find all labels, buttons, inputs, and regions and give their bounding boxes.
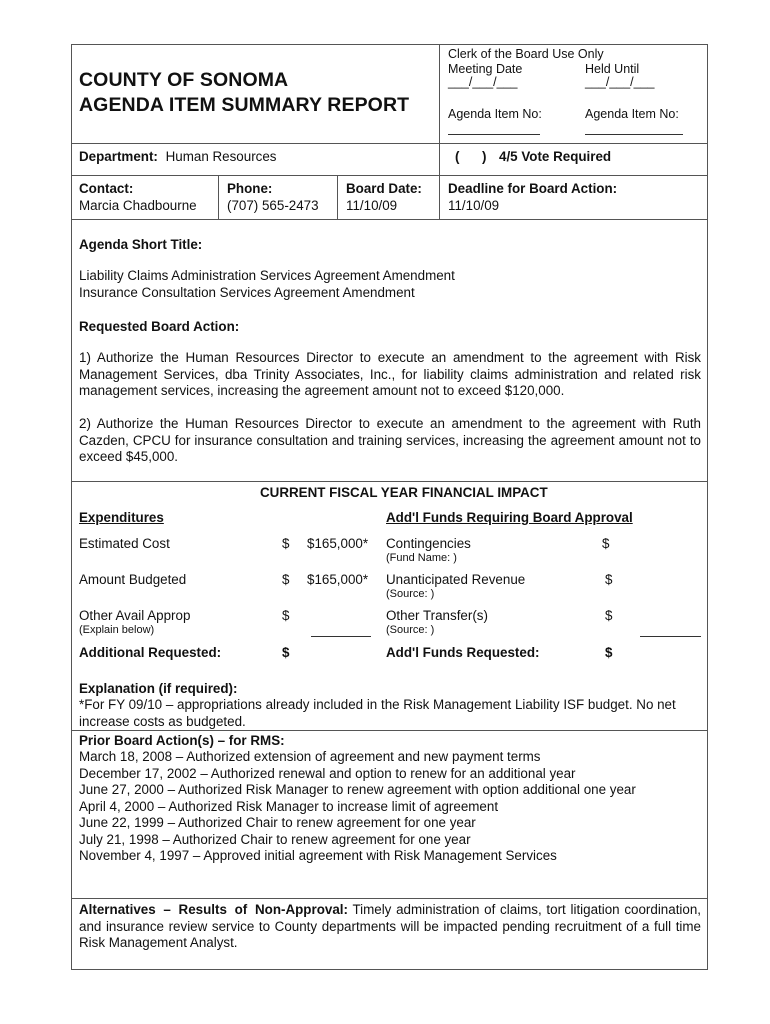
addl-funds-heading: Add'l Funds Requiring Board Approval <box>386 510 633 525</box>
source-note: (Source: ) <box>386 624 435 636</box>
agenda-short-title-label: Agenda Short Title: <box>79 237 203 252</box>
unanticipated-revenue-dollar: $ <box>605 572 613 587</box>
agenda-item-no-field[interactable] <box>585 134 683 135</box>
meeting-date-label: Meeting Date <box>448 62 523 76</box>
phone-value: (707) 565-2473 <box>227 198 319 213</box>
prior-action-item: July 21, 1998 – Authorized Chair to renew agreement for one year <box>79 831 471 847</box>
prior-action-item: June 27, 2000 – Authorized Risk Manager to renew agreement with option additional one year <box>79 782 636 797</box>
contact-label: Contact: <box>79 181 134 196</box>
estimated-cost-dollar: $ <box>282 536 290 551</box>
contingencies-label: Contingencies <box>386 536 471 551</box>
fund-name-note: (Fund Name: ) <box>386 552 457 564</box>
addl-funds-requested-dollar: $ <box>605 645 613 660</box>
prior-action-item: December 17, 2002 – Authorized renewal and option to renew for an additional year <box>79 765 576 781</box>
rule-alternatives <box>71 898 708 899</box>
vote-paren-open[interactable]: ( <box>455 149 460 164</box>
meeting-date-field[interactable]: ___/___/___ <box>448 75 518 89</box>
rule-header <box>71 143 708 144</box>
department-row <box>79 149 277 164</box>
requested-action-item: 2) Authorize the Human Resources Director to execute an amendment to the agreement with Ruth Cazden, CPCU for insurance consultation and training services, increasing the agreement amount not to exceed $45,000. <box>79 416 701 464</box>
department-value: Human Resources <box>165 149 277 164</box>
held-until-field[interactable]: ___/___/___ <box>585 75 655 89</box>
deadline-label: Deadline for Board Action: <box>448 181 618 196</box>
agenda-short-title-line: Insurance Consultation Services Agreement Amendment <box>79 285 415 300</box>
other-transfers-label: Other Transfer(s) <box>386 608 488 623</box>
alternatives-text: Timely administration of claims, tort litigation coordination, and insurance review service to County departments will be impacted pending recruitment of a full time Risk Management Analyst. <box>79 902 702 950</box>
other-avail-approp-label: Other Avail Approp <box>79 608 191 623</box>
rule-contact <box>71 219 708 220</box>
board-date-value: 11/10/09 <box>346 198 398 213</box>
phone-label: Phone: <box>227 181 273 196</box>
deadline-value: 11/10/09 <box>448 198 500 213</box>
requested-action-label: Requested Board Action: <box>79 319 240 334</box>
other-transfers-dollar: $ <box>605 608 613 623</box>
board-date-divider <box>337 175 338 219</box>
rule-prior <box>71 730 708 731</box>
requested-action-item: 1) Authorize the Human Resources Director to execute an amendment to the agreement with Risk Management Services, dba Trinity Associates, Inc., for liability claims administration and related risk management services, increasing the agreement amount not to exceed $120,000. <box>79 350 701 398</box>
rule-financial <box>71 481 708 482</box>
agenda-item-no-label: Agenda Item No: <box>585 107 679 121</box>
agenda-item-no-label: Agenda Item No: <box>448 107 542 121</box>
financial-impact-heading: CURRENT FISCAL YEAR FINANCIAL IMPACT <box>260 485 548 500</box>
amount-budgeted-dollar: $ <box>282 572 290 587</box>
prior-action-item: March 18, 2008 – Authorized extension of agreement and new payment terms <box>79 749 541 764</box>
other-avail-approp-field[interactable] <box>311 636 371 637</box>
estimated-cost-value: $165,000* <box>307 536 369 551</box>
alternatives-label: Alternatives – Results of Non-Approval: <box>79 902 348 917</box>
held-until-label: Held Until <box>585 62 640 76</box>
other-avail-approp-dollar: $ <box>282 608 290 623</box>
alternatives-paragraph <box>79 902 701 952</box>
additional-requested-dollar: $ <box>282 645 290 660</box>
prior-action-item: April 4, 2000 – Authorized Risk Manager to increase limit of agreement <box>79 798 499 814</box>
rule-dept <box>71 175 708 176</box>
prior-action-item: June 22, 1999 – Authorized Chair to renew agreement for one year <box>79 815 476 830</box>
estimated-cost-label: Estimated Cost <box>79 536 170 551</box>
phone-divider <box>218 175 219 219</box>
page-title: COUNTY OF SONOMA <box>79 69 289 91</box>
header-divider <box>439 44 440 219</box>
other-transfers-field[interactable] <box>640 636 701 637</box>
clerk-use-label: Clerk of the Board Use Only <box>448 47 604 61</box>
addl-funds-requested-label: Add'l Funds Requested: <box>386 645 540 660</box>
vote-required-label: 4/5 Vote Required <box>499 149 612 164</box>
explanation-text: *For FY 09/10 – appropriations already included in the Risk Management Liability ISF budget. No net increase costs as budgeted. <box>79 697 676 729</box>
board-date-label: Board Date: <box>346 181 422 196</box>
department-label: Department: <box>79 149 158 164</box>
explanation-label: Explanation (if required): <box>79 681 238 696</box>
page-subtitle: AGENDA ITEM SUMMARY REPORT <box>79 94 410 116</box>
additional-requested-label: Additional Requested: <box>79 645 222 660</box>
expenditures-heading: Expenditures <box>79 510 164 525</box>
amount-budgeted-label: Amount Budgeted <box>79 572 187 587</box>
prior-action-item: November 4, 1997 – Approved initial agreement with Risk Management Services <box>79 848 557 863</box>
agenda-short-title-line: Liability Claims Administration Services Agreement Amendment <box>79 268 455 283</box>
source-note: (Source: ) <box>386 588 435 600</box>
explain-below-note: (Explain below) <box>79 624 155 636</box>
prior-actions-label: Prior Board Action(s) – for RMS: <box>79 733 285 748</box>
agenda-item-no-field[interactable] <box>448 134 540 135</box>
contingencies-dollar: $ <box>602 536 610 551</box>
contact-value: Marcia Chadbourne <box>79 198 197 213</box>
unanticipated-revenue-label: Unanticipated Revenue <box>386 572 526 587</box>
amount-budgeted-value: $165,000* <box>307 572 369 587</box>
vote-paren-close[interactable]: ) <box>482 149 487 164</box>
